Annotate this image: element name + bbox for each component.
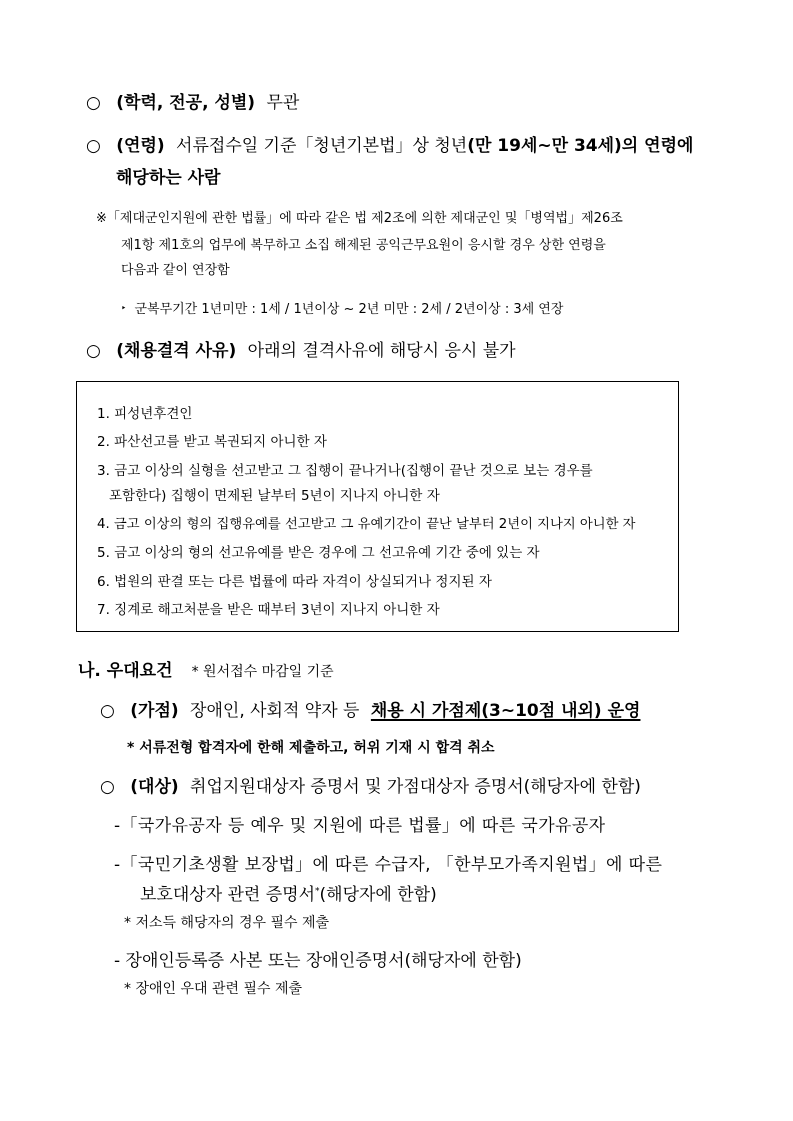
age-label: (연령): [116, 136, 165, 156]
asterisk-mark: *: [315, 886, 320, 897]
education-row: [86, 88, 299, 113]
preference-heading: 나. 우대요건: [78, 661, 173, 681]
preference-heading-row: [78, 656, 334, 681]
list-item: 4. 금고 이상의 형의 집행유예를 선고받고 그 유예기간이 끝난 날부터 2년이 지나지 아니한 자: [97, 517, 636, 532]
disqualification-row: [86, 336, 516, 361]
bullet-circle: ○: [86, 341, 101, 361]
disqualification-box: [76, 381, 679, 632]
target-item-disability: - 장애인등록증 사본 또는 장애인증명서(해당자에 한함): [114, 951, 522, 971]
list-item-continued: 포함한다) 집행이 면제된 날부터 5년이 지나지 아니한 자: [109, 488, 440, 504]
note-sub-text: 군복무기간 1년미만 : 1세 / 1년이상 ~ 2년 미만 : 2세 / 2년이상 : 3세 연장: [134, 302, 564, 317]
certificate-scope: (해당자에 한함): [319, 885, 437, 905]
age-range-bold: (만 19세~만 34세)의 연령에: [467, 136, 694, 156]
bonus-text: 장애인, 사회적 약자 등: [190, 701, 360, 721]
disqualification-text: 아래의 결격사유에 해당시 응시 불가: [247, 341, 516, 361]
target-note-low-income: * 저소득 해당자의 경우 필수 제출: [124, 915, 330, 931]
note-line3: 다음과 같이 연장함: [121, 263, 230, 278]
note-sub: [121, 298, 563, 317]
age-text: 서류접수일 기준「청년기본법」상 청년: [176, 136, 468, 156]
list-item: 7. 징계로 해고처분을 받은 때부터 3년이 지나지 아니한 자: [97, 602, 440, 618]
certificate-text: 보호대상자 관련 증명서: [140, 885, 316, 905]
list-item: 1. 피성년후견인: [97, 406, 193, 422]
bonus-note: * 서류전형 합격자에 한해 제출하고, 허위 기재 시 합격 취소: [127, 740, 495, 756]
target-label: (대상): [130, 777, 179, 797]
note-mark: ※: [96, 211, 107, 226]
target-item-certificate: [140, 880, 437, 905]
bonus-label: (가점): [130, 701, 179, 721]
education-text: 무관: [266, 93, 300, 113]
list-item: 3. 금고 이상의 실형을 선고받고 그 집행이 끝나거나(집행이 끝난 것으로 보는 경우를: [97, 463, 593, 479]
bullet-circle: ○: [86, 136, 101, 156]
bullet-circle: ○: [86, 93, 101, 113]
note-line1: [96, 207, 623, 226]
bullet-circle: ○: [100, 701, 115, 721]
disqualification-label: (채용결격 사유): [116, 341, 237, 361]
bonus-row: [100, 696, 640, 721]
age-line2: 해당하는 사람: [116, 168, 221, 188]
age-row: [86, 131, 693, 156]
note-line2: 제1항 제1호의 업무에 복무하고 소집 해제된 공익근무요원이 응시할 경우 상한 연령을: [121, 238, 606, 253]
bonus-underlined: 채용 시 가점제(3~10점 내외) 운영: [370, 701, 641, 721]
target-text: 취업지원대상자 증명서 및 가점대상자 증명서(해당자에 한함): [190, 777, 641, 797]
preference-heading-note: * 원서접수 마감일 기준: [191, 664, 334, 680]
education-label: (학력, 전공, 성별): [116, 93, 256, 113]
target-item-livelihood: -「국민기초생활 보장법」에 따른 수급자, 「한부모가족지원법」에 따른: [114, 855, 663, 875]
target-row: [100, 772, 641, 797]
list-item: 5. 금고 이상의 형의 선고유예를 받은 경우에 그 선고유예 기간 중에 있는 자: [97, 545, 540, 561]
list-item: 2. 파산선고를 받고 복권되지 아니한 자: [97, 434, 327, 450]
list-item: 6. 법원의 판결 또는 다른 법률에 따라 자격이 상실되거나 정지된 자: [97, 574, 492, 590]
target-item-merit: -「국가유공자 등 예우 및 지원에 따른 법률」에 따른 국가유공자: [114, 816, 606, 836]
note-line1-text: 「제대군인지원에 관한 법률」에 따라 같은 법 제2조에 의한 제대군인 및「병역법」제26조: [106, 211, 623, 226]
triangle-marker-icon: ‣: [121, 304, 127, 314]
target-note-disability: * 장애인 우대 관련 필수 제출: [124, 981, 303, 997]
bullet-circle: ○: [100, 777, 115, 797]
